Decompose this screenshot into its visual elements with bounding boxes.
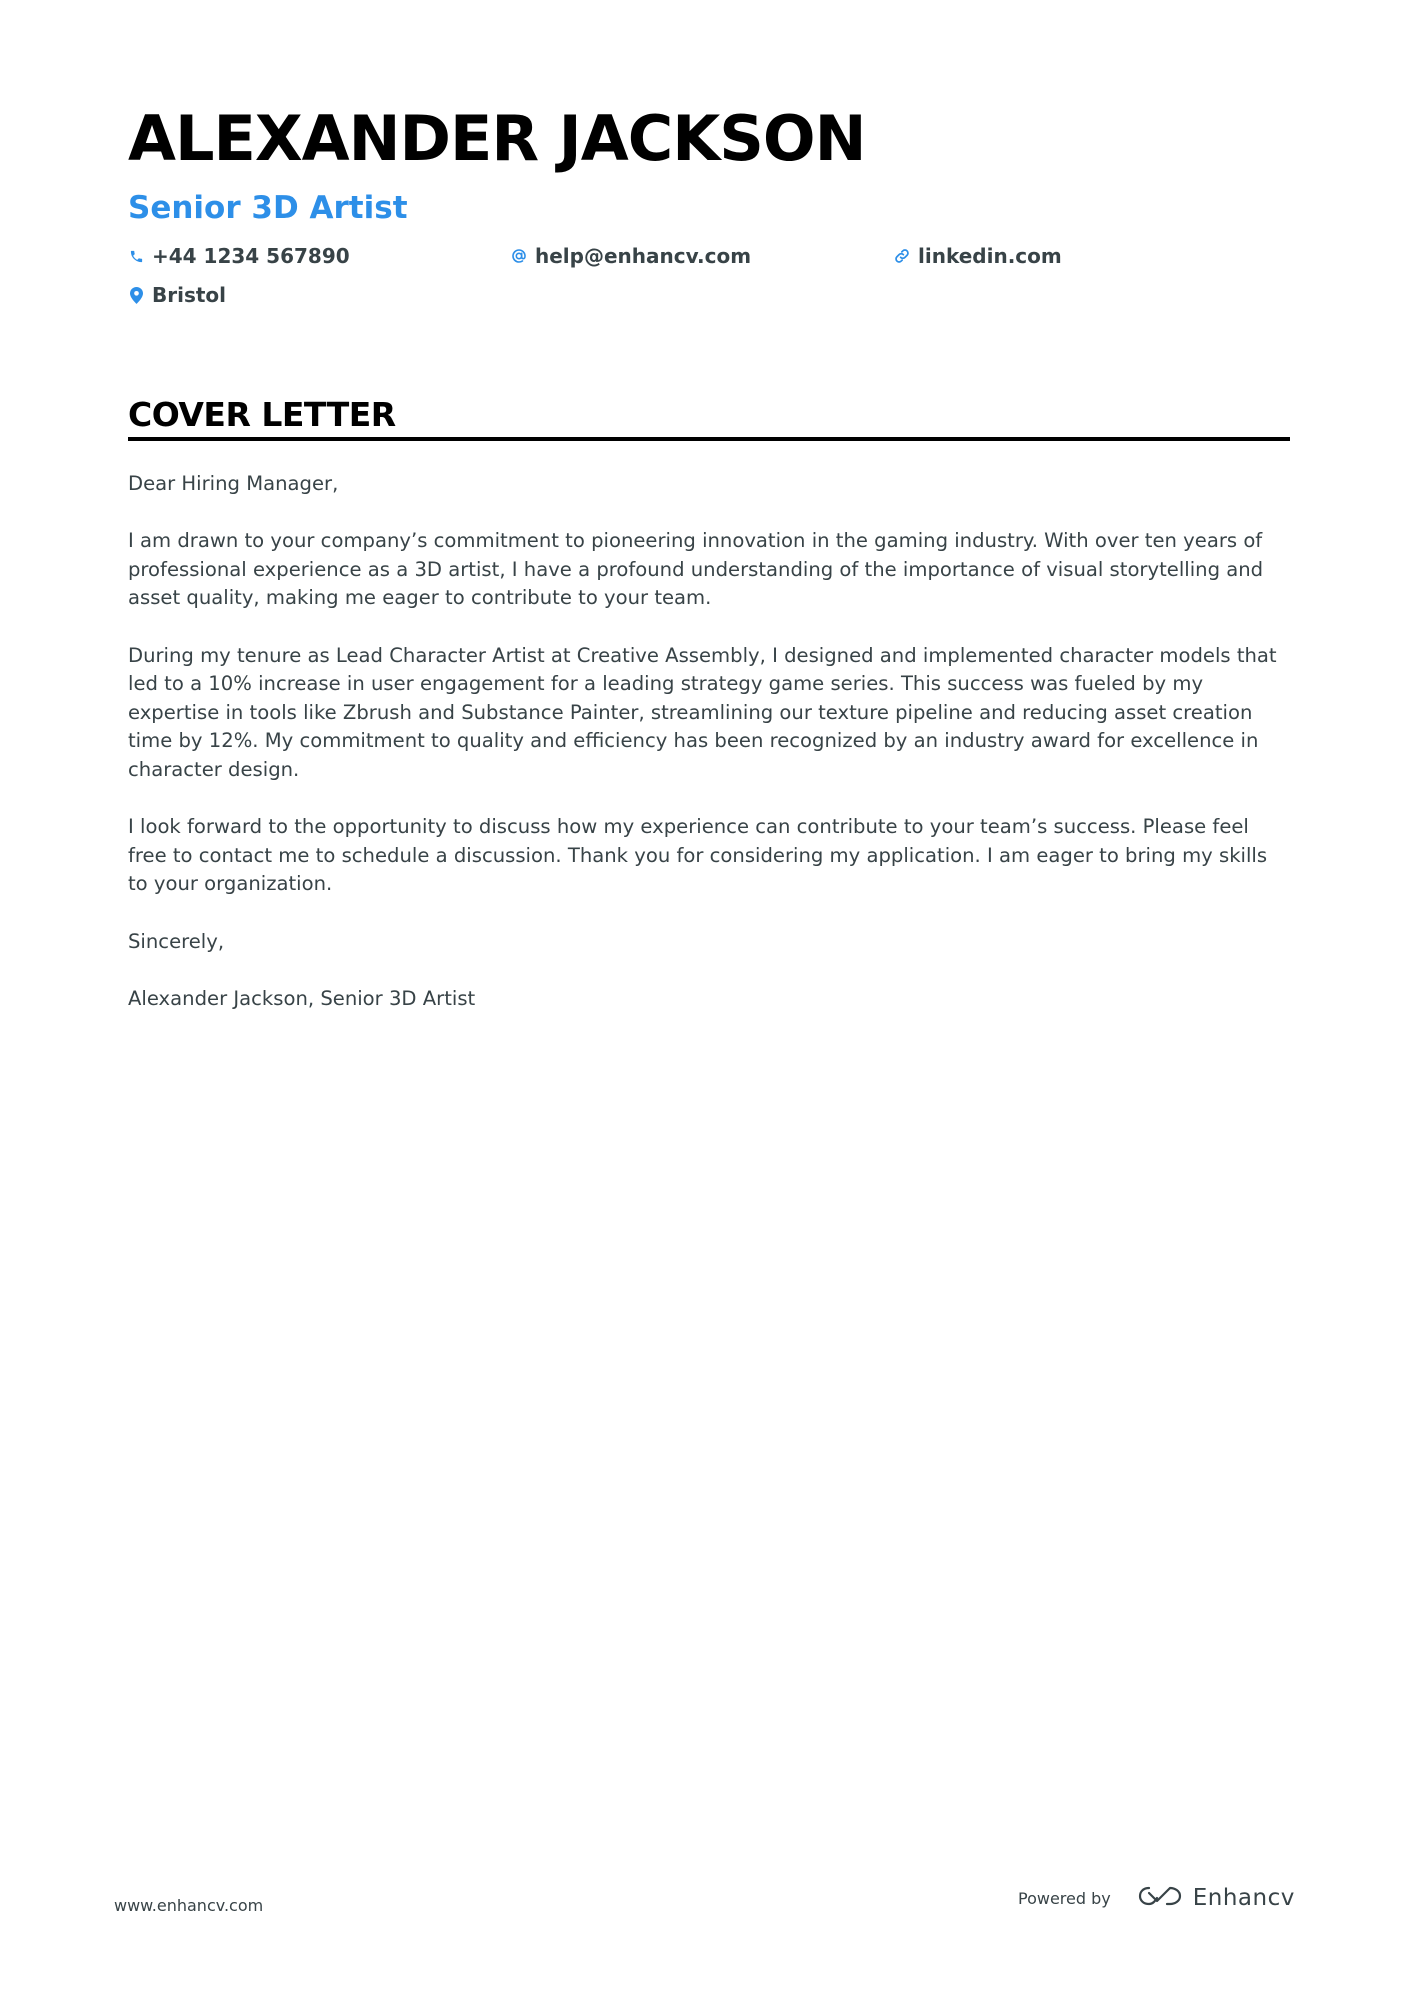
letter-signature: Alexander Jackson, Senior 3D Artist (128, 986, 476, 1010)
letter-body (128, 470, 1292, 1042)
section-divider (128, 437, 1290, 441)
powered-by-label: Powered by (1018, 1888, 1111, 1908)
email-value[interactable]: help@enhancv.com (535, 244, 752, 268)
linkedin-value[interactable]: linkedin.com (918, 244, 1062, 268)
section-title: COVER LETTER (128, 395, 396, 434)
contact-location (128, 283, 226, 307)
candidate-role: Senior 3D Artist (128, 190, 408, 226)
contact-linkedin[interactable] (894, 244, 1062, 268)
footer-branding (1018, 1884, 1295, 1912)
contact-email[interactable] (511, 244, 751, 268)
letter-paragraph: During my tenure as Lead Character Artist at Creative Assembly, I designed and implemented character models that led to a 10% increase in user engagement for a leading strategy game series. This success was fueled by my expertise in tools like Zbrush and Substance Painter, streamlining our texture pipeline and reducing asset creation time by 12%. My commitment to quality and efficiency has been recognized by an industry award for excellence in character design. (128, 643, 1277, 781)
location-pin-icon (128, 286, 144, 304)
phone-icon (128, 247, 144, 265)
letter-greeting: Dear Hiring Manager, (128, 472, 339, 495)
at-icon (511, 247, 527, 265)
brand-name: Enhancv (1192, 1885, 1295, 1911)
enhancv-logo-icon (1137, 1884, 1183, 1912)
contact-phone (128, 244, 350, 268)
link-icon (894, 247, 910, 265)
letter-closing: Sincerely, (128, 929, 225, 953)
footer-website[interactable]: www.enhancv.com (114, 1896, 264, 1915)
letter-paragraph: I am drawn to your company’s commitment to pioneering innovation in the gaming industry. With over ten years of professional experience as a 3D artist, I have a profound understanding of the importance of visual storytelling and asset quality, making me eager to contribute to your team. (128, 529, 1264, 610)
location-value: Bristol (152, 283, 227, 307)
letter-paragraph: I look forward to the opportunity to discuss how my experience can contribute to your team’s success. Please feel free to contact me to schedule a discussion. Thank you for considering my application. I am eager to bring my skills to your organization. (128, 815, 1268, 896)
phone-value: +44 1234 567890 (152, 244, 350, 268)
brand-logo[interactable] (1137, 1884, 1295, 1912)
candidate-name: ALEXANDER JACKSON (128, 102, 866, 175)
